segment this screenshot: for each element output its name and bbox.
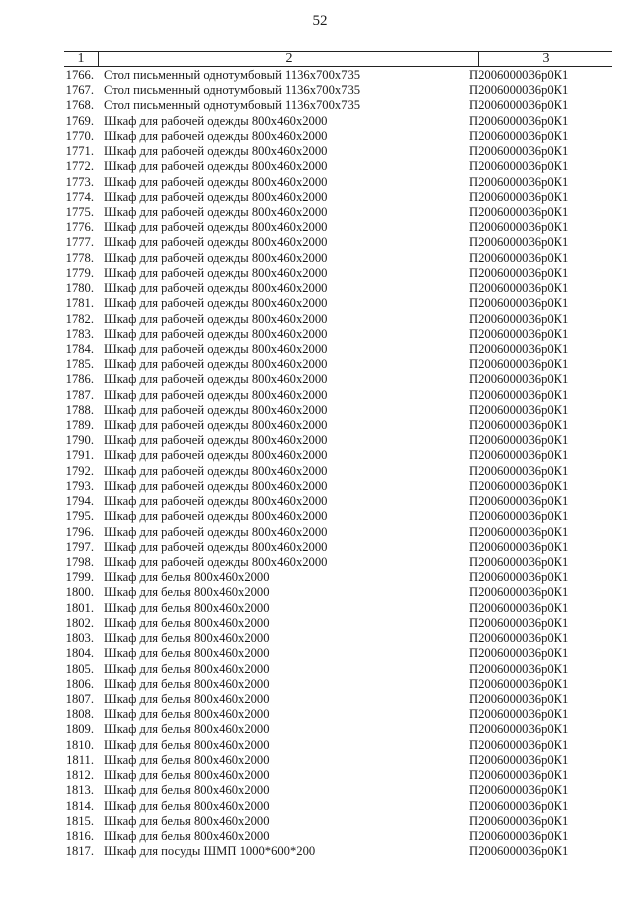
item-code: П2006000036р0К1 bbox=[469, 402, 569, 417]
row-number: 1779. bbox=[65, 265, 94, 280]
item-name: Шкаф для рабочей одежды 800х460х2000 bbox=[104, 113, 328, 128]
item-code: П2006000036р0К1 bbox=[469, 357, 569, 372]
item-name: Шкаф для рабочей одежды 800х460х2000 bbox=[104, 144, 328, 159]
row-number: 1810. bbox=[65, 737, 94, 752]
row-number: 1793. bbox=[65, 478, 94, 493]
item-name: Шкаф для белья 800х460х2000 bbox=[104, 600, 270, 615]
item-code: П2006000036р0К1 bbox=[469, 341, 569, 356]
table-row bbox=[64, 342, 612, 357]
item-code: П2006000036р0К1 bbox=[469, 265, 569, 280]
item-name: Шкаф для рабочей одежды 800х460х2000 bbox=[104, 189, 328, 204]
row-number: 1814. bbox=[65, 798, 94, 813]
item-code: П2006000036р0К1 bbox=[469, 783, 569, 798]
item-name: Шкаф для белья 800х460х2000 bbox=[104, 615, 270, 630]
item-name: Шкаф для рабочей одежды 800х460х2000 bbox=[104, 174, 328, 189]
item-code: П2006000036р0К1 bbox=[469, 296, 569, 311]
table-row bbox=[64, 372, 612, 387]
table-row bbox=[64, 220, 612, 235]
item-name: Шкаф для белья 800х460х2000 bbox=[104, 813, 270, 828]
item-code: П2006000036р0К1 bbox=[469, 387, 569, 402]
item-code: П2006000036р0К1 bbox=[469, 83, 569, 98]
row-number: 1797. bbox=[65, 539, 94, 554]
item-name: Стол письменный однотумбовый 1136х700х735 bbox=[104, 98, 361, 113]
table-row bbox=[64, 585, 612, 600]
item-code: П2006000036р0К1 bbox=[469, 539, 569, 554]
table-row bbox=[64, 616, 612, 631]
row-number: 1771. bbox=[65, 144, 94, 159]
row-number: 1815. bbox=[65, 813, 94, 828]
row-number: 1789. bbox=[65, 418, 94, 433]
item-code: П2006000036р0К1 bbox=[469, 585, 569, 600]
row-number: 1804. bbox=[65, 646, 94, 661]
row-number: 1816. bbox=[65, 828, 94, 843]
item-code: П2006000036р0К1 bbox=[469, 478, 569, 493]
item-name: Стол письменный однотумбовый 1136х700х735 bbox=[104, 83, 361, 98]
row-number: 1776. bbox=[65, 220, 94, 235]
row-number: 1780. bbox=[65, 281, 94, 296]
table-row bbox=[64, 114, 612, 129]
item-code: П2006000036р0К1 bbox=[469, 752, 569, 767]
item-code: П2006000036р0К1 bbox=[469, 509, 569, 524]
page-number: 52 bbox=[312, 13, 328, 29]
item-name: Шкаф для рабочей одежды 800х460х2000 bbox=[104, 341, 328, 356]
item-code: П2006000036р0К1 bbox=[469, 494, 569, 509]
table-row bbox=[64, 129, 612, 144]
row-number: 1805. bbox=[65, 661, 94, 676]
row-number: 1782. bbox=[65, 311, 94, 326]
table-row bbox=[64, 235, 612, 250]
table-row bbox=[64, 388, 612, 403]
table-row bbox=[64, 159, 612, 174]
table-row bbox=[64, 783, 612, 798]
header-col-2: 2 bbox=[98, 52, 479, 66]
header-col-1: 1 bbox=[77, 51, 85, 66]
item-code: П2006000036р0К1 bbox=[469, 159, 569, 174]
item-name: Шкаф для рабочей одежды 800х460х2000 bbox=[104, 159, 328, 174]
item-code: П2006000036р0К1 bbox=[469, 828, 569, 843]
table-header bbox=[64, 51, 612, 67]
item-name: Шкаф для рабочей одежды 800х460х2000 bbox=[104, 402, 328, 417]
row-number: 1796. bbox=[65, 524, 94, 539]
row-number: 1803. bbox=[65, 631, 94, 646]
row-number: 1813. bbox=[65, 783, 94, 798]
row-number: 1768. bbox=[65, 98, 94, 113]
table-row bbox=[64, 251, 612, 266]
item-name: Шкаф для рабочей одежды 800х460х2000 bbox=[104, 478, 328, 493]
table-row bbox=[64, 494, 612, 509]
table-row bbox=[64, 175, 612, 190]
row-number: 1773. bbox=[65, 174, 94, 189]
row-number: 1807. bbox=[65, 691, 94, 706]
row-number: 1787. bbox=[65, 387, 94, 402]
table-row bbox=[64, 662, 612, 677]
item-code: П2006000036р0К1 bbox=[469, 463, 569, 478]
item-name: Шкаф для белья 800х460х2000 bbox=[104, 691, 270, 706]
item-code: П2006000036р0К1 bbox=[469, 570, 569, 585]
table-row bbox=[64, 692, 612, 707]
item-name: Шкаф для белья 800х460х2000 bbox=[104, 646, 270, 661]
item-name: Стол письменный однотумбовый 1136х700х735 bbox=[104, 68, 361, 82]
item-name: Шкаф для рабочей одежды 800х460х2000 bbox=[104, 524, 328, 539]
table-row bbox=[64, 753, 612, 768]
item-name: Шкаф для белья 800х460х2000 bbox=[104, 752, 270, 767]
row-number: 1792. bbox=[65, 463, 94, 478]
table-row bbox=[64, 722, 612, 737]
table-row bbox=[64, 281, 612, 296]
table-row bbox=[64, 601, 612, 616]
item-name: Шкаф для рабочей одежды 800х460х2000 bbox=[104, 433, 328, 448]
item-code: П2006000036р0К1 bbox=[469, 98, 569, 113]
item-code: П2006000036р0К1 bbox=[469, 691, 569, 706]
table-row bbox=[64, 707, 612, 722]
item-code: П2006000036р0К1 bbox=[469, 844, 569, 859]
table-row bbox=[64, 464, 612, 479]
item-name: Шкаф для белья 800х460х2000 bbox=[104, 707, 270, 722]
item-name: Шкаф для рабочей одежды 800х460х2000 bbox=[104, 281, 328, 296]
item-code: П2006000036р0К1 bbox=[469, 600, 569, 615]
item-code: П2006000036р0К1 bbox=[469, 661, 569, 676]
header-col-3: 3 bbox=[478, 52, 613, 66]
item-name: Шкаф для рабочей одежды 800х460х2000 bbox=[104, 418, 328, 433]
item-name: Шкаф для рабочей одежды 800х460х2000 bbox=[104, 250, 328, 265]
item-name: Шкаф для рабочей одежды 800х460х2000 bbox=[104, 326, 328, 341]
row-number: 1802. bbox=[65, 615, 94, 630]
row-number: 1766. bbox=[65, 68, 94, 82]
item-name: Шкаф для рабочей одежды 800х460х2000 bbox=[104, 463, 328, 478]
row-number: 1790. bbox=[65, 433, 94, 448]
item-code: П2006000036р0К1 bbox=[469, 798, 569, 813]
table-row bbox=[64, 646, 612, 661]
row-number: 1783. bbox=[65, 326, 94, 341]
table-row bbox=[64, 509, 612, 524]
item-code: П2006000036р0К1 bbox=[469, 524, 569, 539]
item-code: П2006000036р0К1 bbox=[469, 174, 569, 189]
item-name: Шкаф для рабочей одежды 800х460х2000 bbox=[104, 204, 328, 219]
item-code: П2006000036р0К1 bbox=[469, 631, 569, 646]
item-name: Шкаф для белья 800х460х2000 bbox=[104, 737, 270, 752]
table-row bbox=[64, 555, 612, 570]
row-number: 1809. bbox=[65, 722, 94, 737]
item-name: Шкаф для белья 800х460х2000 bbox=[104, 570, 270, 585]
row-number: 1777. bbox=[65, 235, 94, 250]
row-number: 1778. bbox=[65, 250, 94, 265]
item-name: Шкаф для рабочей одежды 800х460х2000 bbox=[104, 494, 328, 509]
item-name: Шкаф для белья 800х460х2000 bbox=[104, 828, 270, 843]
row-number: 1791. bbox=[65, 448, 94, 463]
table-row bbox=[64, 525, 612, 540]
table-row bbox=[64, 403, 612, 418]
item-name: Шкаф для рабочей одежды 800х460х2000 bbox=[104, 220, 328, 235]
item-code: П2006000036р0К1 bbox=[469, 326, 569, 341]
table-row bbox=[64, 68, 612, 83]
item-code: П2006000036р0К1 bbox=[469, 448, 569, 463]
item-code: П2006000036р0К1 bbox=[469, 372, 569, 387]
row-number: 1781. bbox=[65, 296, 94, 311]
table-row bbox=[64, 190, 612, 205]
table-row bbox=[64, 814, 612, 829]
item-name: Шкаф для рабочей одежды 800х460х2000 bbox=[104, 387, 328, 402]
row-number: 1800. bbox=[65, 585, 94, 600]
item-name: Шкаф для рабочей одежды 800х460х2000 bbox=[104, 128, 328, 143]
item-name: Шкаф для рабочей одежды 800х460х2000 bbox=[104, 357, 328, 372]
item-name: Шкаф для рабочей одежды 800х460х2000 bbox=[104, 265, 328, 280]
row-number: 1811. bbox=[66, 752, 94, 767]
table-row bbox=[64, 296, 612, 311]
item-name: Шкаф для рабочей одежды 800х460х2000 bbox=[104, 539, 328, 554]
row-number: 1788. bbox=[65, 402, 94, 417]
item-code: П2006000036р0К1 bbox=[469, 722, 569, 737]
item-code: П2006000036р0К1 bbox=[469, 737, 569, 752]
item-code: П2006000036р0К1 bbox=[469, 707, 569, 722]
row-number: 1794. bbox=[65, 494, 94, 509]
table-row bbox=[64, 433, 612, 448]
item-code: П2006000036р0К1 bbox=[469, 813, 569, 828]
item-name: Шкаф для рабочей одежды 800х460х2000 bbox=[104, 448, 328, 463]
row-number: 1799. bbox=[65, 570, 94, 585]
table-row bbox=[64, 540, 612, 555]
item-name: Шкаф для белья 800х460х2000 bbox=[104, 585, 270, 600]
item-code: П2006000036р0К1 bbox=[469, 418, 569, 433]
row-number: 1774. bbox=[65, 189, 94, 204]
row-number: 1801. bbox=[65, 600, 94, 615]
item-name: Шкаф для белья 800х460х2000 bbox=[104, 798, 270, 813]
row-number: 1808. bbox=[65, 707, 94, 722]
table-row bbox=[64, 738, 612, 753]
row-number: 1770. bbox=[65, 128, 94, 143]
item-name: Шкаф для рабочей одежды 800х460х2000 bbox=[104, 235, 328, 250]
item-name: Шкаф для рабочей одежды 800х460х2000 bbox=[104, 509, 328, 524]
table-row bbox=[64, 83, 612, 98]
row-number: 1775. bbox=[65, 204, 94, 219]
table-row bbox=[64, 631, 612, 646]
row-number: 1767. bbox=[65, 83, 94, 98]
row-number: 1785. bbox=[65, 357, 94, 372]
row-number: 1798. bbox=[65, 555, 94, 569]
item-code: П2006000036р0К1 bbox=[469, 220, 569, 235]
row-number: 1769. bbox=[65, 113, 94, 128]
row-number: 1784. bbox=[65, 341, 94, 356]
item-name: Шкаф для белья 800х460х2000 bbox=[104, 631, 270, 646]
item-name: Шкаф для посуды ШМП 1000*600*200 bbox=[104, 844, 316, 859]
item-code: П2006000036р0К1 bbox=[469, 676, 569, 691]
item-code: П2006000036р0К1 bbox=[469, 68, 569, 82]
item-code: П2006000036р0К1 bbox=[469, 311, 569, 326]
row-number: 1812. bbox=[65, 768, 94, 783]
table-row bbox=[64, 205, 612, 220]
item-code: П2006000036р0К1 bbox=[469, 433, 569, 448]
table-row bbox=[64, 327, 612, 342]
table-row bbox=[64, 479, 612, 494]
table-row bbox=[64, 266, 612, 281]
item-code: П2006000036р0К1 bbox=[469, 128, 569, 143]
item-name: Шкаф для белья 800х460х2000 bbox=[104, 722, 270, 737]
item-code: П2006000036р0К1 bbox=[469, 235, 569, 250]
table-row bbox=[64, 844, 612, 859]
item-code: П2006000036р0К1 bbox=[469, 646, 569, 661]
row-number: 1806. bbox=[65, 676, 94, 691]
item-code: П2006000036р0К1 bbox=[469, 250, 569, 265]
table-row bbox=[64, 799, 612, 814]
item-name: Шкаф для белья 800х460х2000 bbox=[104, 661, 270, 676]
table-row bbox=[64, 98, 612, 113]
table-body bbox=[64, 68, 612, 859]
table-row bbox=[64, 677, 612, 692]
item-code: П2006000036р0К1 bbox=[469, 768, 569, 783]
item-name: Шкаф для рабочей одежды 800х460х2000 bbox=[104, 296, 328, 311]
table-row bbox=[64, 448, 612, 463]
table-row bbox=[64, 570, 612, 585]
item-code: П2006000036р0К1 bbox=[469, 204, 569, 219]
row-number: 1772. bbox=[65, 159, 94, 174]
item-code: П2006000036р0К1 bbox=[469, 113, 569, 128]
item-name: Шкаф для рабочей одежды 800х460х2000 bbox=[104, 372, 328, 387]
table-row bbox=[64, 829, 612, 844]
row-number: 1786. bbox=[65, 372, 94, 387]
table-row bbox=[64, 768, 612, 783]
item-name: Шкаф для белья 800х460х2000 bbox=[104, 783, 270, 798]
item-code: П2006000036р0К1 bbox=[469, 615, 569, 630]
item-name: Шкаф для белья 800х460х2000 bbox=[104, 768, 270, 783]
item-code: П2006000036р0К1 bbox=[469, 555, 569, 569]
item-name: Шкаф для белья 800х460х2000 bbox=[104, 676, 270, 691]
table-row bbox=[64, 144, 612, 159]
item-code: П2006000036р0К1 bbox=[469, 144, 569, 159]
item-code: П2006000036р0К1 bbox=[469, 281, 569, 296]
row-number: 1817. bbox=[65, 844, 94, 859]
row-number: 1795. bbox=[65, 509, 94, 524]
table-row bbox=[64, 418, 612, 433]
item-name: Шкаф для рабочей одежды 800х460х2000 bbox=[104, 555, 328, 569]
item-code: П2006000036р0К1 bbox=[469, 189, 569, 204]
item-name: Шкаф для рабочей одежды 800х460х2000 bbox=[104, 311, 328, 326]
table-row bbox=[64, 357, 612, 372]
table-row bbox=[64, 312, 612, 327]
